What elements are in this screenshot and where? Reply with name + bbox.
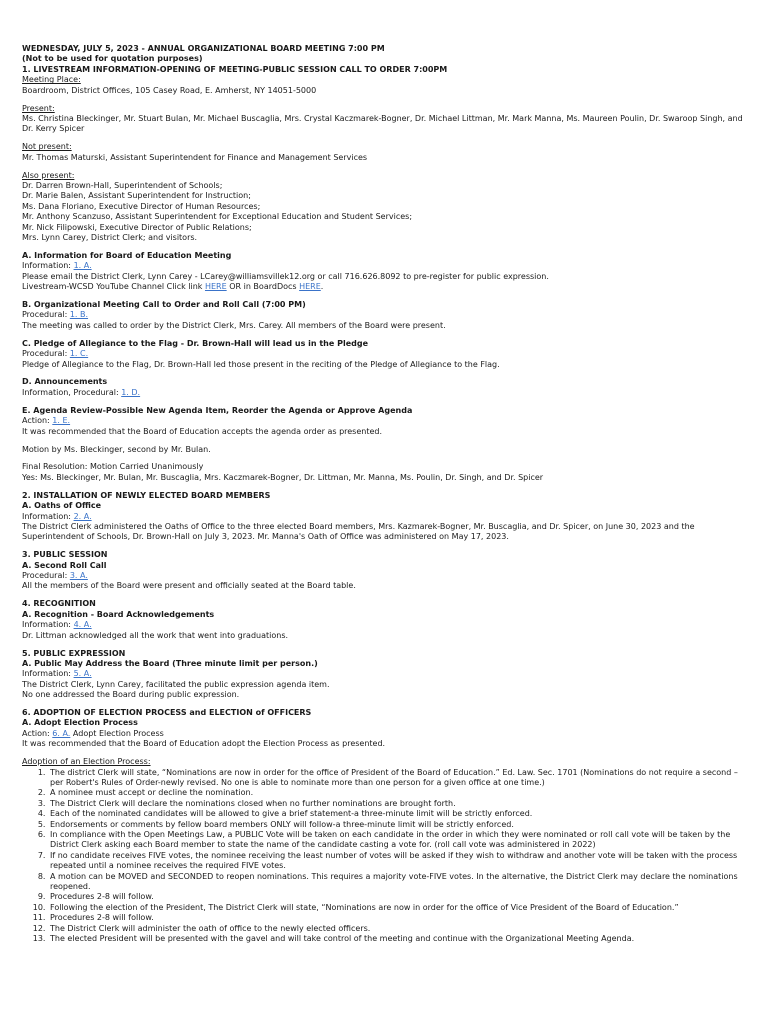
election-step: 6. In compliance with the Open Meetings Law, a PUBLIC Vote will be taken on each candidate in the order in which they were nominated or roll call vote will be taken by the District Clerk asking each Board member to state the name of the candidate casting a vote for. (roll call vote was administered in 2022) bbox=[48, 830, 748, 851]
item-1a-type bbox=[22, 261, 748, 271]
item-type-label: Information: bbox=[22, 620, 72, 630]
meeting-place-value: Boardroom, District Offices, 105 Casey Road, E. Amherst, NY 14051-5000 bbox=[22, 85, 317, 95]
agenda-link-6a[interactable]: 6. A. bbox=[52, 728, 71, 738]
item-2a-text: The District Clerk administered the Oaths of Office to the three elected Board members, Mrs. Kazmarek-Bogner, Mr. Buscaglia, and Dr. Spicer, on June 30, 2023 and the Superintendent of Schools, Dr. Brown-Hall on July 3, 2023. Mr. Manna's Oath of Office was administered on May 17, 2023. bbox=[22, 521, 695, 542]
item-2a-type bbox=[22, 512, 748, 522]
item-1e-title: E. Agenda Review-Possible New Agenda Item, Reorder the Agenda or Approve Agenda bbox=[22, 405, 413, 415]
item-1e-text: It was recommended that the Board of Education accepts the agenda order as presented. bbox=[22, 426, 383, 436]
agenda-link-1e[interactable]: 1. E. bbox=[52, 416, 71, 426]
item-3a-text: All the members of the Board were present and officially seated at the Board table. bbox=[22, 581, 356, 591]
meeting-place bbox=[22, 75, 748, 96]
item-2a-title: A. Oaths of Office bbox=[22, 501, 102, 511]
election-step: 10. Following the election of the President, The District Clerk will state, “Nominations are now in order for the office of Vice President of the Board of Education.” bbox=[48, 903, 748, 913]
section-1-heading: 1. LIVESTREAM INFORMATION-OPENING OF MEETING-PUBLIC SESSION CALL TO ORDER 7:00PM bbox=[22, 64, 448, 74]
item-1d-title: D. Announcements bbox=[22, 377, 108, 387]
election-step: 2. A nominee must accept or decline the nomination. bbox=[48, 788, 748, 798]
also-present-line: Mrs. Lynn Carey, District Clerk; and visitors. bbox=[22, 233, 198, 242]
item-1a bbox=[22, 251, 748, 293]
agenda-link-5a[interactable]: 5. A. bbox=[73, 669, 92, 679]
livestream-text: Livestream-WCSD YouTube Channel Click link bbox=[22, 282, 205, 292]
election-process-label: Adoption of an Election Process: bbox=[22, 757, 151, 767]
section-6-heading: 6. ADOPTION OF ELECTION PROCESS and ELECTION of OFFICERS bbox=[22, 708, 312, 718]
election-step: 11. Procedures 2-8 will follow. bbox=[48, 913, 748, 923]
livestream-text-mid: OR in BoardDocs bbox=[226, 282, 300, 292]
election-step: 8. A motion can be MOVED and SECONDED to reopen nominations. This requires a majority vote-FIVE votes. In the alternative, the District Clerk may declare the nominations reopened. bbox=[48, 872, 748, 893]
boarddocs-here-link[interactable]: HERE bbox=[299, 282, 321, 292]
item-6a-link-suffix: Adopt Election Process bbox=[70, 728, 164, 738]
agenda-link-3a[interactable]: 3. A. bbox=[69, 571, 88, 581]
item-type-label: Information, Procedural: bbox=[22, 387, 119, 397]
also-present-block bbox=[22, 171, 748, 244]
item-type-label: Procedural: bbox=[22, 349, 68, 359]
quotation-note: (Not to be used for quotation purposes) bbox=[22, 54, 203, 64]
item-1c-type bbox=[22, 349, 748, 359]
item-1e-resolution: Final Resolution: Motion Carried Unanimously bbox=[22, 462, 204, 472]
item-6a-type bbox=[22, 729, 748, 739]
item-3a-title: A. Second Roll Call bbox=[22, 560, 107, 570]
item-1a-livestream bbox=[22, 282, 748, 292]
item-1e-yes-votes: Yes: Ms. Bleckinger, Mr. Bulan, Mr. Buscaglia, Mrs. Kaczmarek-Bogner, Dr. Littman, Mr. Manna, Ms. Poulin, Dr. Singh, and Dr. Spicer bbox=[22, 472, 544, 482]
item-type-label: Information: bbox=[22, 511, 72, 521]
also-present-line: Mr. Nick Filipowski, Executive Director of Public Relations; bbox=[22, 222, 252, 232]
item-type-label: Procedural: bbox=[22, 571, 68, 581]
election-process-steps bbox=[22, 768, 748, 945]
election-step: 5. Endorsements or comments by fellow board members ONLY will follow-a three-minute limit will be strictly enforced. bbox=[48, 820, 748, 830]
agenda-link-2a[interactable]: 2. A. bbox=[73, 511, 92, 521]
livestream-text-end: . bbox=[320, 282, 324, 292]
meeting-place-label: Meeting Place: bbox=[22, 75, 81, 85]
item-1c-text: Pledge of Allegiance to the Flag, Dr. Brown-Hall led those present in the reciting of the Pledge of Allegiance to the Flag. bbox=[22, 359, 500, 369]
item-1e bbox=[22, 406, 748, 483]
item-type-label: Information: bbox=[22, 261, 72, 271]
item-4a-text: Dr. Littman acknowledged all the work that went into graduations. bbox=[22, 630, 289, 640]
page-header bbox=[22, 44, 748, 75]
item-6a-text: It was recommended that the Board of Education adopt the Election Process as presented. bbox=[22, 739, 386, 749]
also-present-line: Mr. Anthony Scanzuso, Assistant Superintendent for Exceptional Education and Student Services; bbox=[22, 212, 413, 222]
election-step: 4. Each of the nominated candidates will be allowed to give a brief statement-a three-minute limit will be strictly enforced. bbox=[48, 809, 748, 819]
item-1d-type bbox=[22, 388, 748, 398]
section-5-heading: 5. PUBLIC EXPRESSION bbox=[22, 648, 126, 658]
youtube-here-link[interactable]: HERE bbox=[204, 282, 227, 292]
agenda-link-1b[interactable]: 1. B. bbox=[69, 310, 89, 320]
item-1b-type bbox=[22, 310, 748, 320]
item-1d bbox=[22, 377, 748, 398]
section-3 bbox=[22, 550, 748, 592]
section-2-heading: 2. INSTALLATION OF NEWLY ELECTED BOARD MEMBERS bbox=[22, 490, 271, 500]
agenda-link-4a[interactable]: 4. A. bbox=[73, 620, 92, 630]
item-5a-text: The District Clerk, Lynn Carey, facilitated the public expression agenda item. bbox=[22, 679, 330, 689]
also-present-line: Dr. Darren Brown-Hall, Superintendent of Schools; bbox=[22, 180, 223, 190]
item-5a-type bbox=[22, 669, 748, 679]
not-present-label: Not present: bbox=[22, 142, 72, 152]
also-present-line: Ms. Dana Floriano, Executive Director of Human Resources; bbox=[22, 201, 261, 211]
also-present-label: Also present: bbox=[22, 170, 75, 180]
section-6 bbox=[22, 708, 748, 944]
present-value: Ms. Christina Bleckinger, Mr. Stuart Bulan, Mr. Michael Buscaglia, Mrs. Crystal Kaczmarek-Bogner, Dr. Michael Littman, Mr. Mark Manna, Ms. Maureen Poulin, Dr. Swaroop Singh, and Dr. Kerry Spicer bbox=[22, 113, 743, 134]
election-step: 9. Procedures 2-8 will follow. bbox=[48, 892, 748, 902]
item-1e-motion: Motion by Ms. Bleckinger, second by Mr. Bulan. bbox=[22, 444, 211, 454]
election-step: 1. The district Clerk will state, “Nominations are now in order for the office of President of the Board of Education.” Ed. Law. Sec. 1701 (Nominations do not require a second – per Robert's Rules of Order-newly revised. No one is able to nominate more than one person for a given office at one time.) bbox=[48, 768, 748, 789]
section-5 bbox=[22, 649, 748, 701]
item-1b-text: The meeting was called to order by the District Clerk, Mrs. Carey. All members of the Board were present. bbox=[22, 320, 446, 330]
election-step: 13. The elected President will be presented with the gavel and will take control of the meeting and continue with the Organizational Meeting Agenda. bbox=[48, 934, 748, 944]
item-5a-text: No one addressed the Board during public expression. bbox=[22, 690, 240, 700]
item-1e-type bbox=[22, 416, 748, 426]
item-6a-title: A. Adopt Election Process bbox=[22, 718, 138, 728]
section-3-heading: 3. PUBLIC SESSION bbox=[22, 550, 108, 560]
not-present-block bbox=[22, 142, 748, 163]
item-1c bbox=[22, 339, 748, 370]
item-3a-type bbox=[22, 571, 748, 581]
item-1a-text: Please email the District Clerk, Lynn Carey - LCarey@williamsvillek12.org or call 716.626.8092 to pre-register for public expression. bbox=[22, 271, 549, 281]
election-step: 7. If no candidate receives FIVE votes, the nominee receiving the least number of votes will be asked if they wish to withdraw and another vote will be taken with the process repeated until a nominee receives the required FIVE votes. bbox=[48, 851, 748, 872]
present-label: Present: bbox=[22, 103, 55, 113]
item-type-label: Information: bbox=[22, 669, 72, 679]
item-type-label: Action: bbox=[22, 728, 50, 738]
item-1c-title: C. Pledge of Allegiance to the Flag - Dr. Brown-Hall will lead us in the Pledge bbox=[22, 338, 368, 348]
item-1b-title: B. Organizational Meeting Call to Order and Roll Call (7:00 PM) bbox=[22, 300, 306, 310]
present-block bbox=[22, 104, 748, 135]
item-type-label: Procedural: bbox=[22, 310, 68, 320]
also-present-line: Dr. Marie Balen, Assistant Superintendent for Instruction; bbox=[22, 191, 251, 201]
not-present-value: Mr. Thomas Maturski, Assistant Superintendent for Finance and Management Services bbox=[22, 152, 368, 162]
section-4-heading: 4. RECOGNITION bbox=[22, 599, 96, 609]
item-1b bbox=[22, 300, 748, 331]
item-4a-type bbox=[22, 620, 748, 630]
item-type-label: Action: bbox=[22, 416, 50, 426]
item-4a-title: A. Recognition - Board Acknowledgements bbox=[22, 609, 215, 619]
section-2 bbox=[22, 491, 748, 543]
agenda-link-1a[interactable]: 1. A. bbox=[73, 261, 92, 271]
item-1a-title: A. Information for Board of Education Meeting bbox=[22, 250, 232, 260]
agenda-link-1d[interactable]: 1. D. bbox=[121, 387, 141, 397]
section-4 bbox=[22, 599, 748, 641]
item-5a-title: A. Public May Address the Board (Three minute limit per person.) bbox=[22, 658, 318, 668]
election-step: 12. The District Clerk will administer the oath of office to the newly elected officers. bbox=[48, 924, 748, 934]
meeting-title: WEDNESDAY, JULY 5, 2023 - ANNUAL ORGANIZATIONAL BOARD MEETING 7:00 PM bbox=[22, 44, 385, 53]
agenda-link-1c[interactable]: 1. C. bbox=[69, 349, 89, 359]
election-step: 3. The District Clerk will declare the nominations closed when no further nominations are brought forth. bbox=[48, 799, 748, 809]
